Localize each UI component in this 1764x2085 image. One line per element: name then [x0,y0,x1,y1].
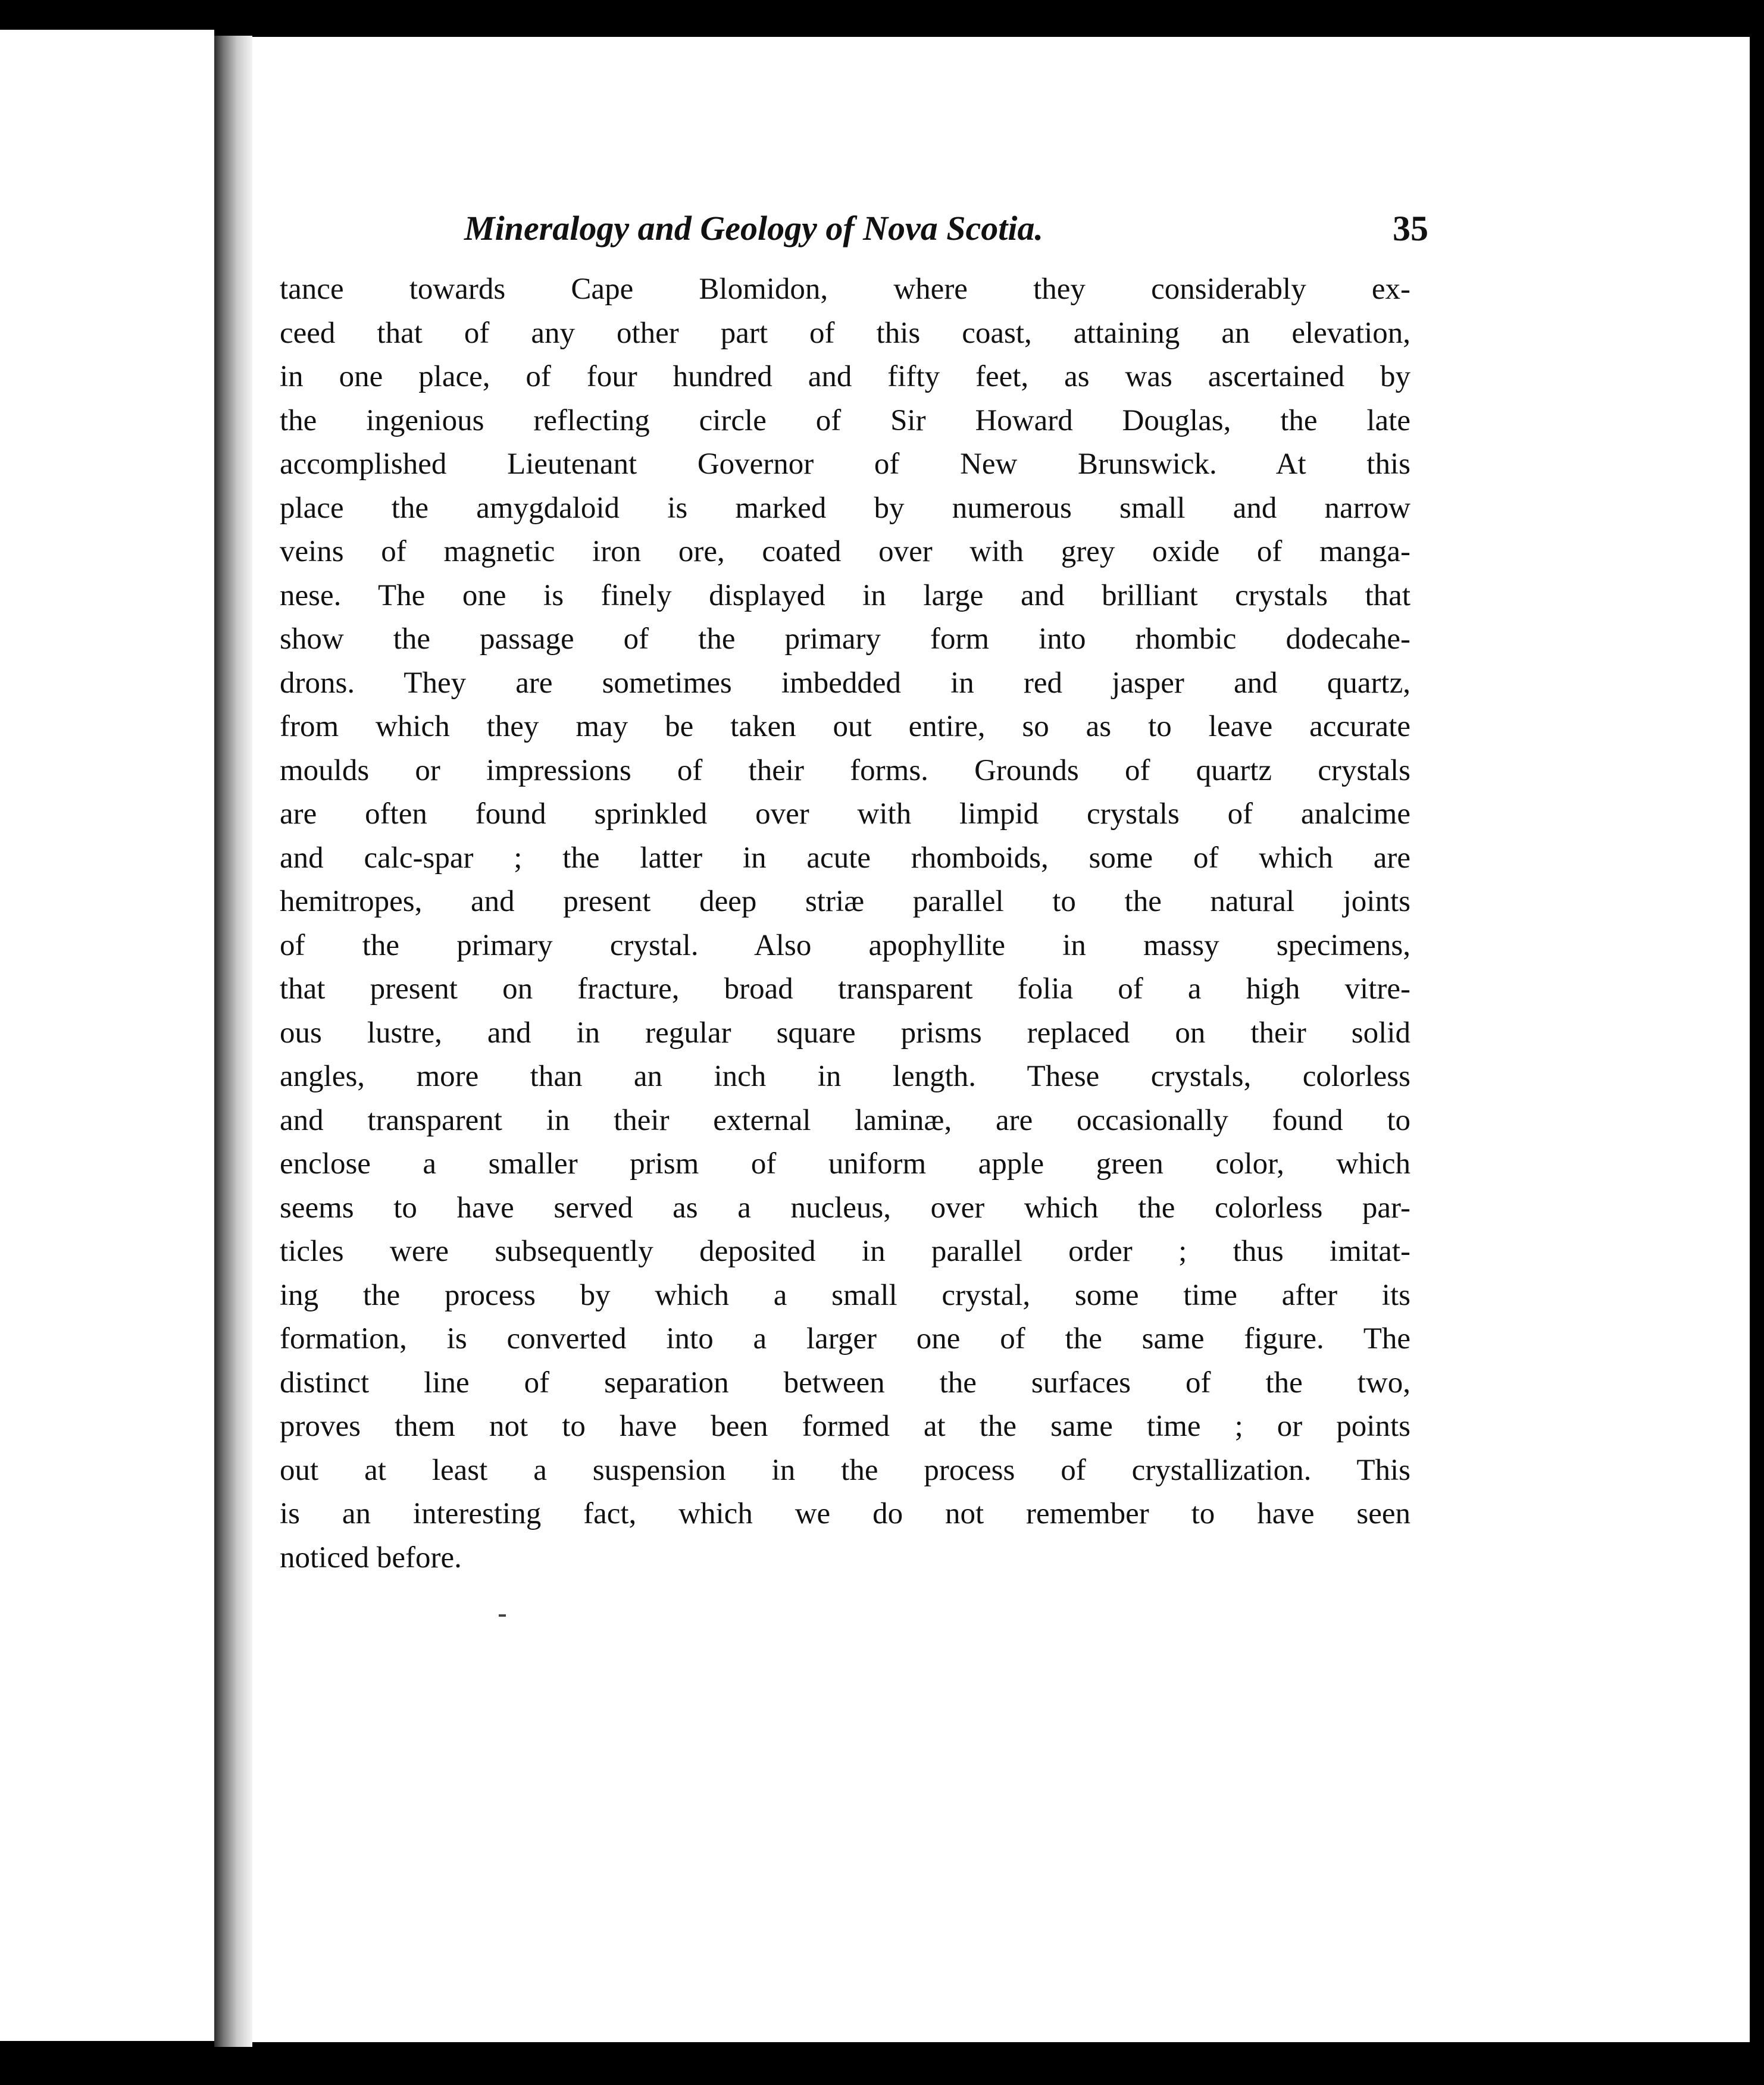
text-line: from which they may be taken out entire, so as to leave accurate [280,710,1410,743]
body-text [280,268,1410,1580]
text-line: and calc-spar ; the latter in acute rhomboids, some of which are [280,841,1410,875]
text-line: are often found sprinkled over with limpid crystals of analcime [280,797,1410,831]
text-line: seems to have served as a nucleus, over which the colorless par- [280,1191,1410,1225]
text-line: in one place, of four hundred and fifty feet, as was ascertained by [280,360,1410,393]
text-line: enclose a smaller prism of uniform apple green color, which [280,1147,1410,1181]
running-head: Mineralogy and Geology of Nova Scotia. [464,209,1044,248]
text-line: that present on fracture, broad transparent folia of a high vitre- [280,972,1410,1006]
text-line: veins of magnetic iron ore, coated over with grey oxide of manga- [280,535,1410,568]
text-line: the ingenious reflecting circle of Sir Howard Douglas, the late [280,403,1410,437]
text-line: of the primary crystal. Also apophyllite in massy specimens, [280,928,1410,962]
text-line: nese. The one is finely displayed in large and brilliant crystals that [280,578,1410,612]
scan-speck [499,1614,506,1617]
text-line: drons. They are sometimes imbedded in red jasper and quartz, [280,666,1410,700]
text-line: ticles were subsequently deposited in parallel order ; thus imitat- [280,1235,1410,1268]
text-line: moulds or impressions of their forms. Grounds of quartz crystals [280,753,1410,787]
book-gutter-shadow [214,36,252,2047]
text-line: angles, more than an inch in length. These crystals, colorless [280,1060,1410,1093]
text-line: proves them not to have been formed at the same time ; or points [280,1410,1410,1443]
text-line-last: noticed before. [280,1541,462,1574]
text-line: hemitropes, and present deep striæ parallel to the natural joints [280,885,1410,918]
page-number: 35 [1393,209,1428,248]
text-line: ing the process by which a small crystal, some time after its [280,1278,1410,1312]
text-line: place the amygdaloid is marked by numerous small and narrow [280,491,1410,525]
text-line: formation, is converted into a larger one of the same figure. The [280,1322,1410,1355]
text-line: ous lustre, and in regular square prisms replaced on their solid [280,1016,1410,1050]
text-line: distinct line of separation between the surfaces of the two, [280,1366,1410,1400]
text-line: tance towards Cape Blomidon, where they considerably ex- [280,273,1410,306]
left-page-edge [0,30,214,2041]
text-line: out at least a suspension in the process of crystallization. This [280,1453,1410,1487]
text-line: ceed that of any other part of this coast, attaining an elevation, [280,316,1410,350]
text-line: is an interesting fact, which we do not remember to have seen [280,1497,1410,1530]
text-line: accomplished Lieutenant Governor of New Brunswick. At this [280,447,1410,481]
text-line: show the passage of the primary form into rhombic dodecahe- [280,622,1410,656]
text-line: and transparent in their external laminæ, are occasionally found to [280,1103,1410,1137]
